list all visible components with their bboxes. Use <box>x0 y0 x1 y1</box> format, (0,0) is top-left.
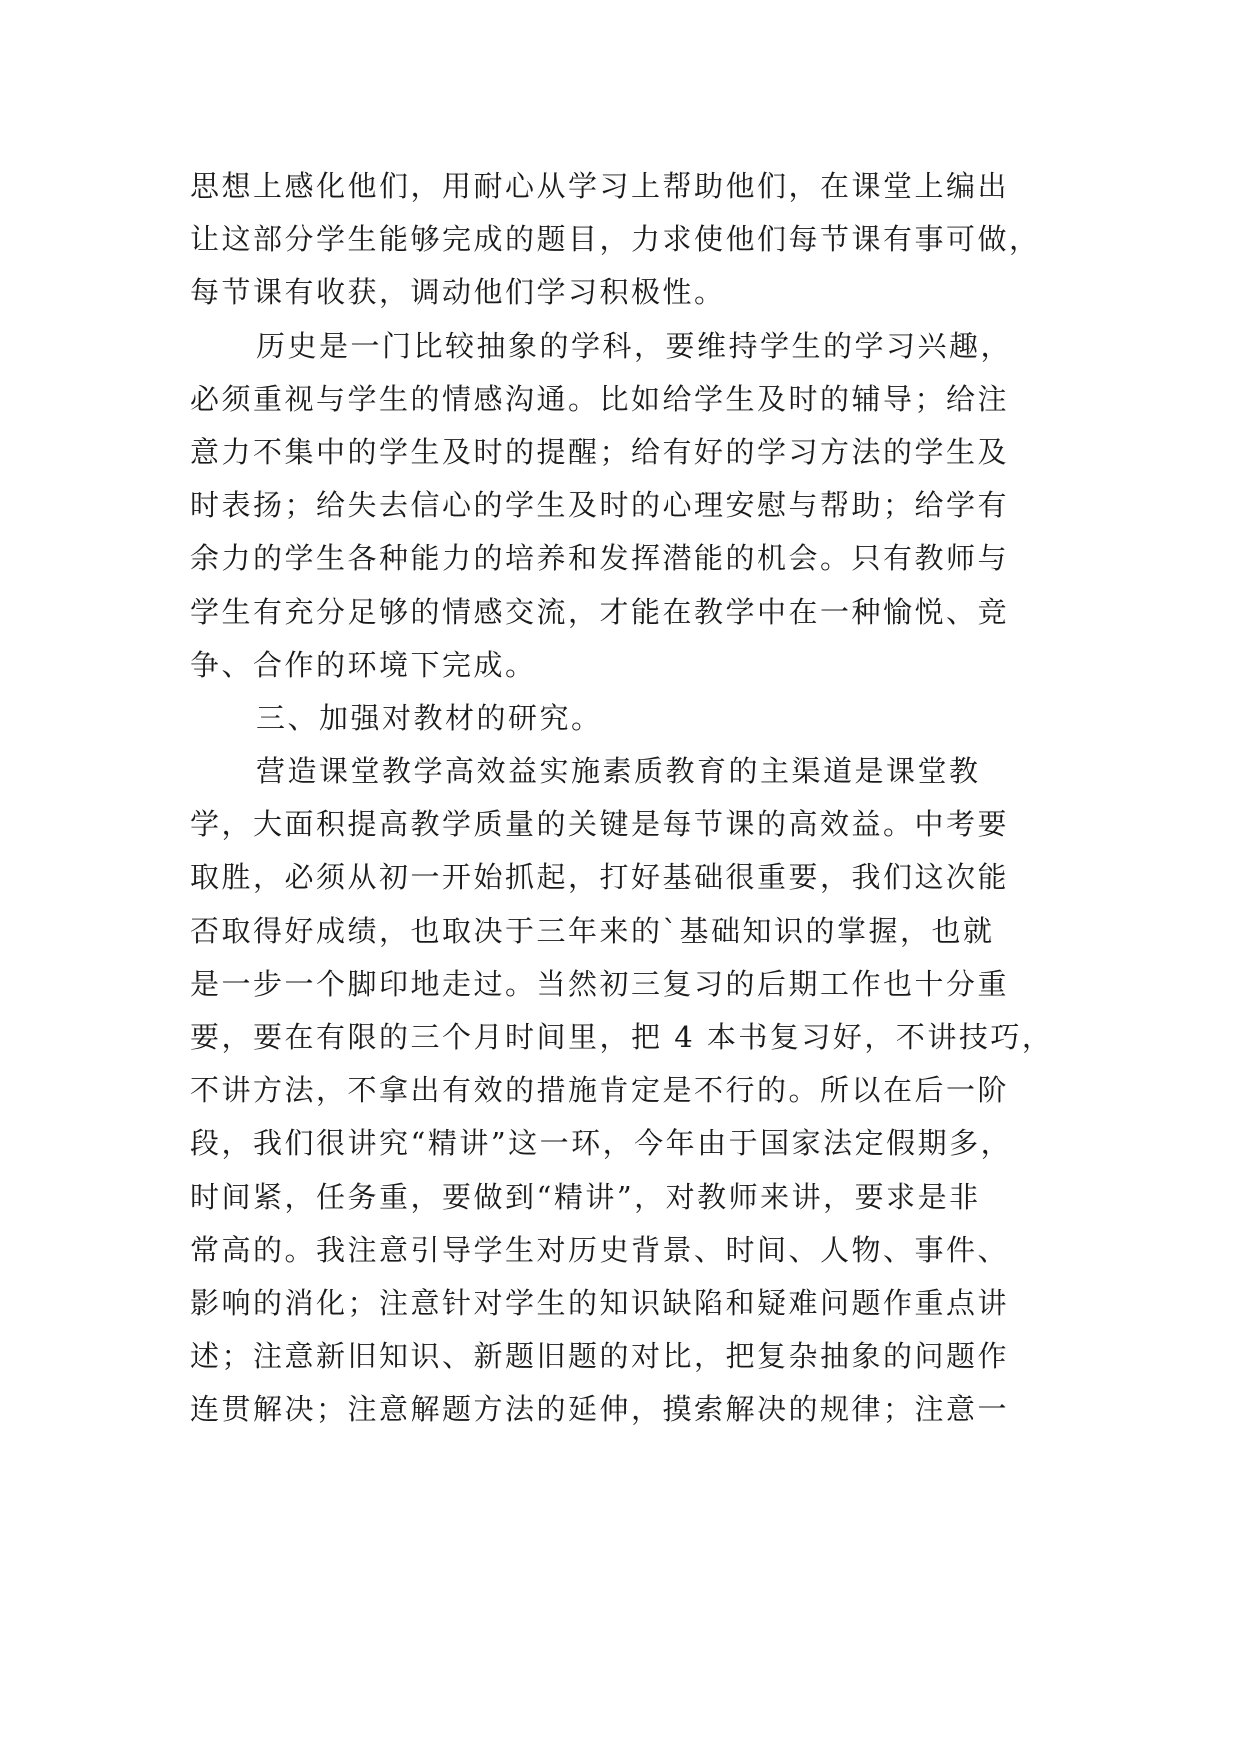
text-line: 让这部分学生能够完成的题目，力求使他们每节课有事可做， <box>190 222 1041 257</box>
text-line: 每节课有收获，调动他们学习积极性。 <box>190 275 726 310</box>
body-text <box>190 160 1090 1437</box>
text-line: 思想上感化他们，用耐心从学习上帮助他们，在课堂上编出 <box>190 169 1010 203</box>
text-line: 必须重视与学生的情感沟通。比如给学生及时的辅导；给注 <box>190 381 1010 416</box>
text-line: 常高的。我注意引导学生对历史背景、时间、人物、事件、 <box>190 1232 1010 1267</box>
text-line: 时表扬；给失去信心的学生及时的心理安慰与帮助；给学有 <box>190 488 1010 523</box>
text-line: 否取得好成绩，也取决于三年来的`基础知识的掌握，也就 <box>190 913 995 948</box>
text-line: 连贯解决；注意解题方法的延伸，摸索解决的规律；注意一 <box>190 1392 1010 1427</box>
text-line: 段，我们很讲究“精讲”这一环，今年由于国家法定假期多， <box>190 1126 1013 1161</box>
text-line: 学生有充分足够的情感交流，才能在教学中在一种愉悦、竞 <box>190 594 1010 629</box>
text-line: 历史是一门比较抽象的学科，要维持学生的学习兴趣， <box>256 328 1013 363</box>
text-line: 意力不集中的学生及时的提醒；给有好的学习方法的学生及 <box>190 434 1010 469</box>
text-line: 影响的消化；注意针对学生的知识缺陷和疑难问题作重点讲 <box>190 1285 1010 1320</box>
text-line: 不讲方法，不拿出有效的措施肯定是不行的。所以在后一阶 <box>190 1073 1010 1108</box>
text-line: 学，大面积提高教学质量的关键是每节课的高效益。中考要 <box>190 807 1010 842</box>
text-line: 争、合作的环境下完成。 <box>190 647 537 682</box>
text-line: 时间紧，任务重，要做到“精讲”，对教师来讲，要求是非 <box>190 1179 981 1214</box>
text-line: 取胜，必须从初一开始抓起，打好基础很重要，我们这次能 <box>190 860 1010 895</box>
text-line: 余力的学生各种能力的培养和发挥潜能的机会。只有教师与 <box>190 541 1010 576</box>
text-line: 三、加强对教材的研究。 <box>256 700 603 735</box>
text-line: 是一步一个脚印地走过。当然初三复习的后期工作也十分重 <box>190 966 1010 1001</box>
text-line: 要，要在有限的三个月时间里，把 4 本书复习好，不讲技巧， <box>190 1020 1054 1054</box>
text-line: 营造课堂教学高效益实施素质教育的主渠道是课堂教 <box>256 754 981 789</box>
text-line: 述；注意新旧知识、新题旧题的对比，把复杂抽象的问题作 <box>190 1339 1010 1374</box>
